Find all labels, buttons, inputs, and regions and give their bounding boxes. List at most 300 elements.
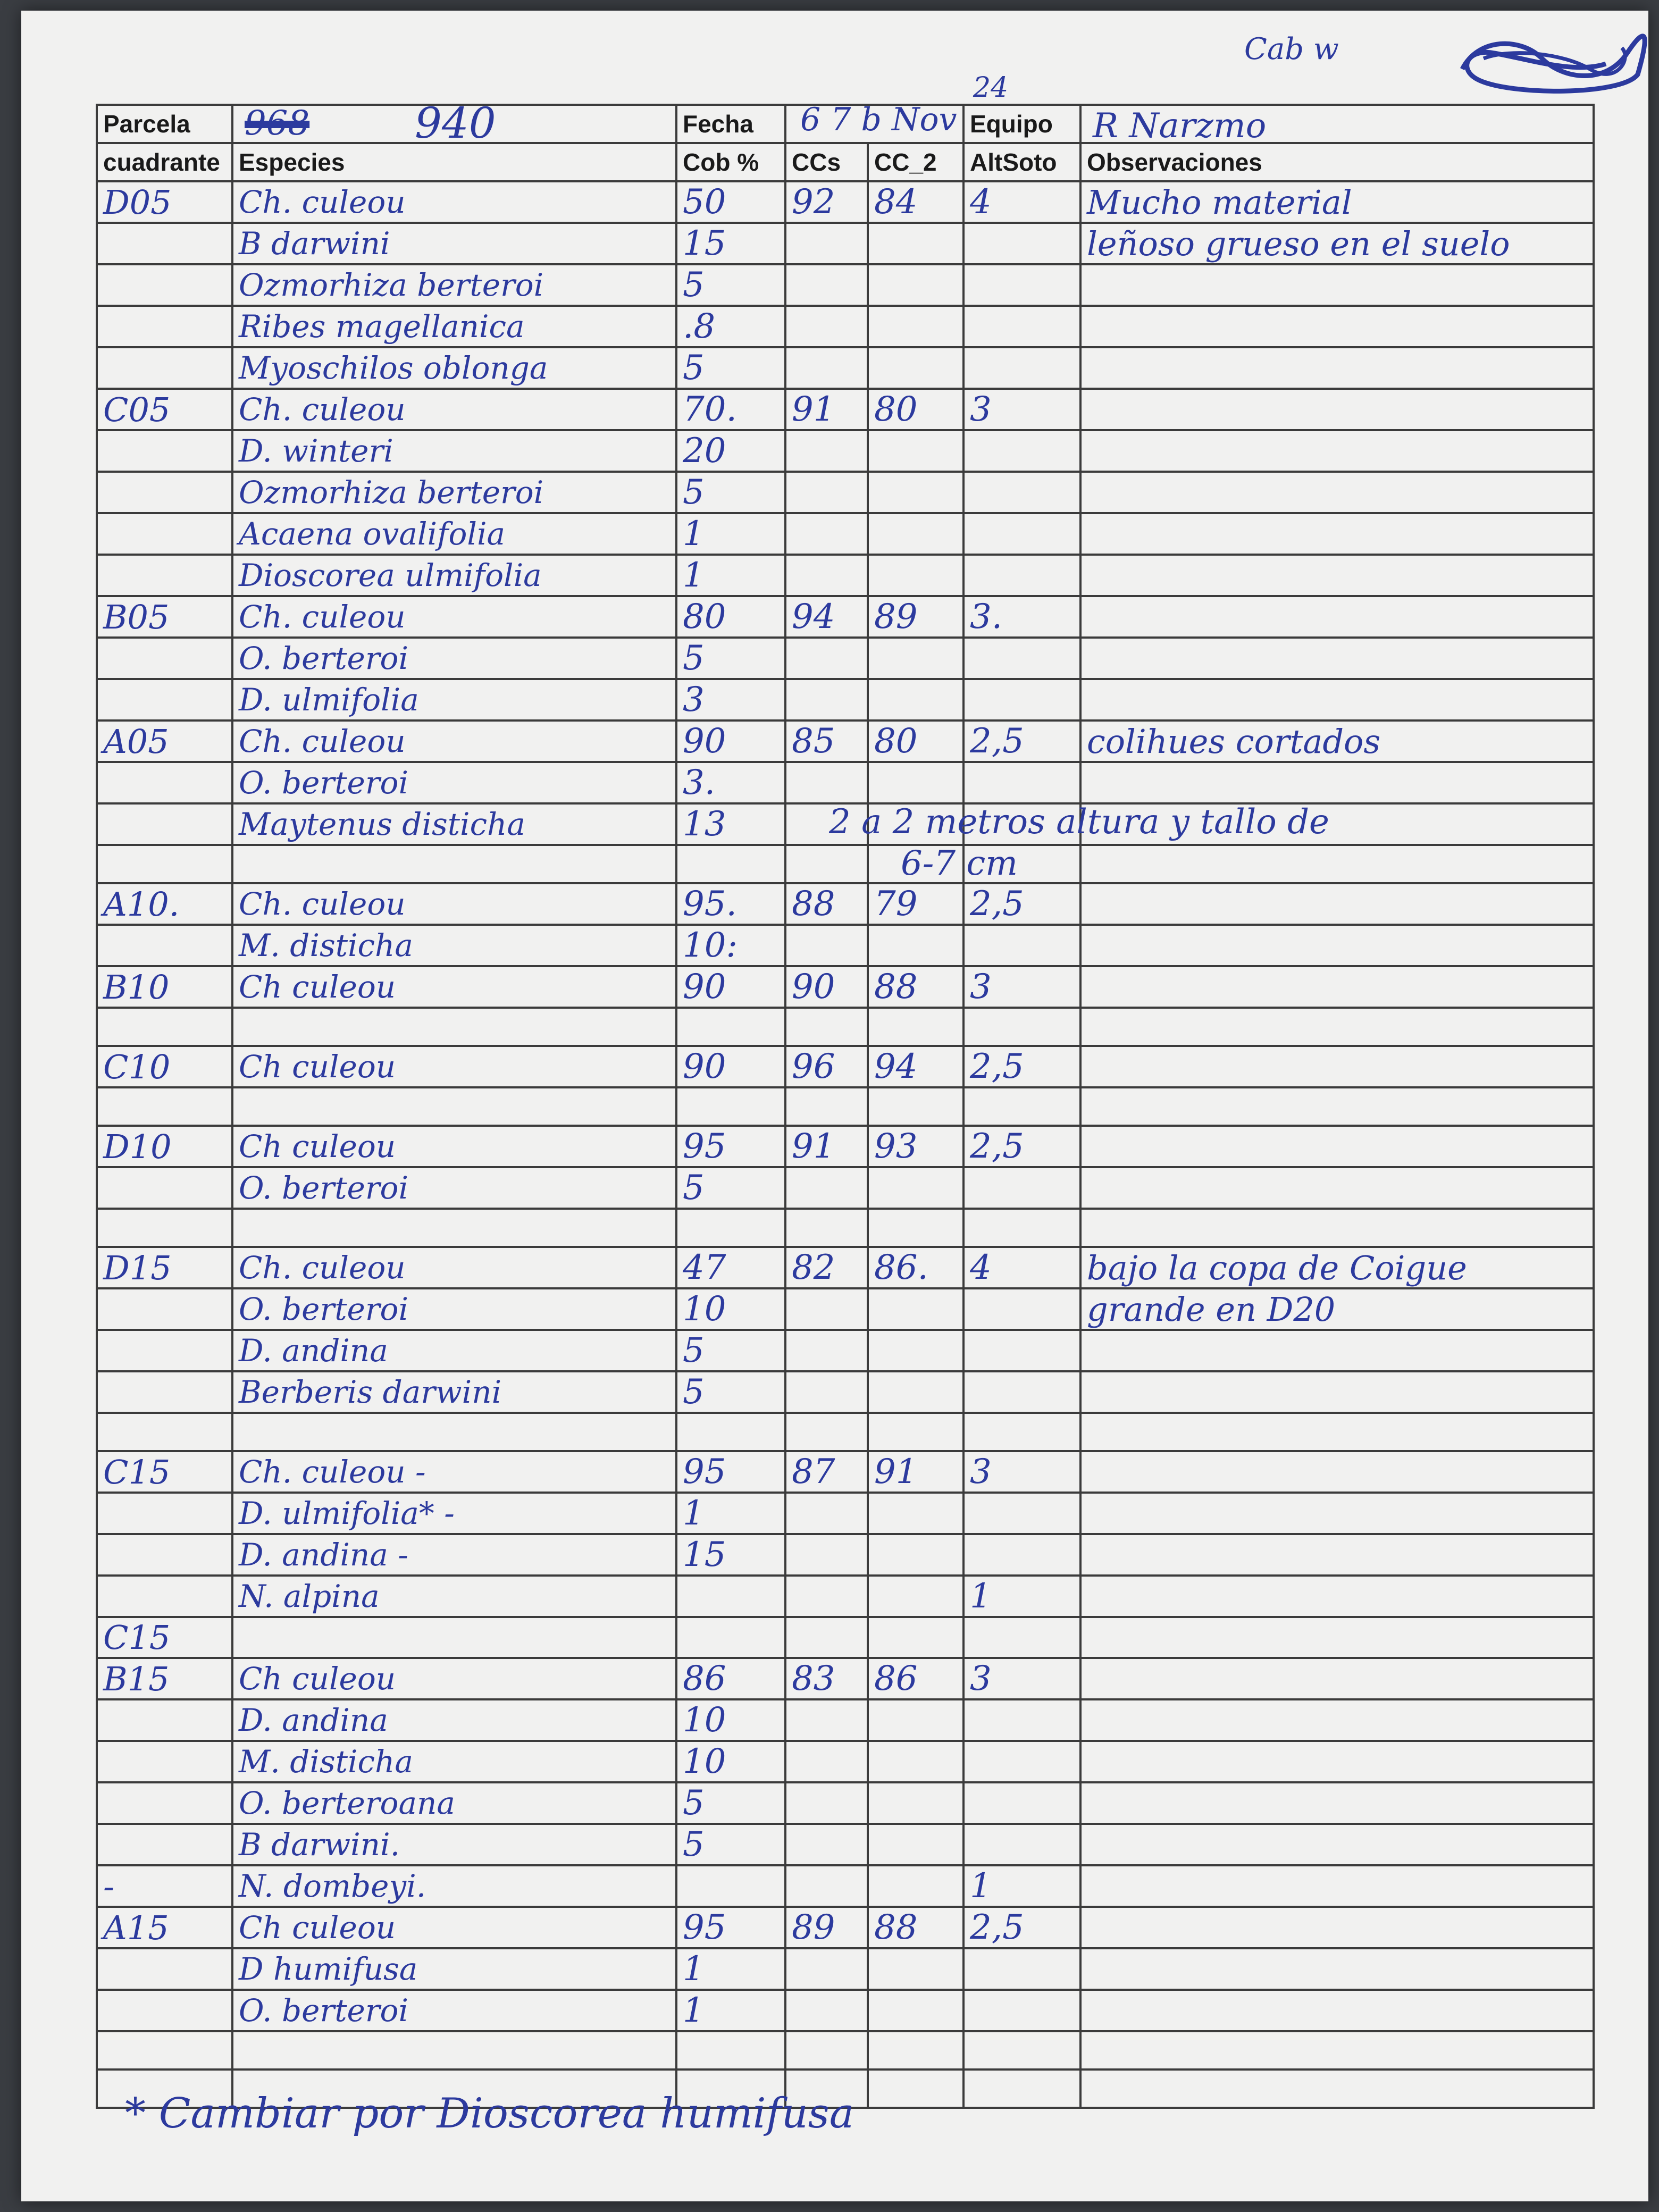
table-row	[97, 1990, 1594, 2031]
cc2-cell	[868, 472, 963, 513]
cob-cell	[676, 181, 785, 223]
cuadrante-cell	[97, 966, 232, 1008]
observation-cell	[1080, 1126, 1594, 1167]
altsoto-cell-text: 2,5	[970, 1908, 1024, 1947]
cuadrante-cell	[97, 720, 232, 762]
height-note-cont: 6-7 cm	[901, 844, 1018, 883]
observation-cell	[1080, 1865, 1594, 1907]
cc2-cell	[868, 1865, 963, 1907]
cuadrante-cell	[97, 883, 232, 925]
table-row	[97, 845, 1594, 883]
cob-cell-text: 5	[683, 265, 705, 305]
species-cell-text: Myoschilos oblonga	[239, 350, 548, 386]
altsoto-cell-text: 1	[970, 1866, 992, 1906]
cob-cell-text: 5	[683, 348, 705, 388]
altsoto-cell	[963, 1413, 1080, 1451]
species-cell-text: Acaena ovalifolia	[239, 516, 506, 552]
cuadrante-cell	[97, 596, 232, 638]
ccs-cell	[785, 596, 868, 638]
ccs-cell	[785, 1741, 868, 1782]
cob-cell	[676, 264, 785, 306]
cob-cell-text: 3.	[683, 763, 716, 802]
table-row	[97, 555, 1594, 596]
ccs-cell	[785, 1865, 868, 1907]
altsoto-cell	[963, 1658, 1080, 1699]
cuadrante-cell	[97, 1046, 232, 1087]
ccs-cell	[785, 1451, 868, 1493]
cc2-cell	[868, 1126, 963, 1167]
altsoto-cell-text: 3.	[970, 597, 1003, 636]
cuadrante-cell	[97, 1371, 232, 1413]
cob-cell-text: 10	[683, 1289, 726, 1329]
cc2-cell	[868, 1948, 963, 1990]
observation-cell	[1080, 430, 1594, 472]
ccs-cell	[785, 762, 868, 803]
table-row	[97, 1493, 1594, 1534]
cc2-cell	[868, 181, 963, 223]
header-fecha: Fecha	[676, 105, 785, 143]
ccs-cell	[785, 844, 1018, 883]
observation-cell	[1080, 1330, 1594, 1371]
observation-cell	[1080, 513, 1594, 555]
table-row	[97, 2031, 1594, 2069]
cuadrante-cell	[97, 555, 232, 596]
cc2-cell-text: 79	[874, 884, 918, 924]
altsoto-cell	[963, 1451, 1080, 1493]
cc2-cell	[868, 1167, 963, 1209]
cob-cell-text: 90	[683, 967, 726, 1007]
species-cell	[232, 555, 676, 596]
observation-cell	[1080, 1167, 1594, 1209]
cob-cell	[676, 1658, 785, 1699]
ccs-cell-text: 94	[792, 597, 835, 636]
species-cell	[232, 638, 676, 679]
species-cell-text: Ozmorhiza berteroi	[239, 474, 544, 510]
observation-cell-text: leñoso grueso en el suelo	[1087, 224, 1510, 263]
ccs-cell-text: 91	[792, 390, 835, 429]
altsoto-cell	[963, 181, 1080, 223]
table-row	[97, 883, 1594, 925]
ccs-cell	[785, 1247, 868, 1288]
table-row	[97, 1948, 1594, 1990]
plot-number-struck: 968	[245, 104, 310, 143]
cob-cell-text: 5	[683, 1372, 705, 1412]
header-ccs: CCs	[785, 143, 868, 181]
table-row	[97, 1534, 1594, 1576]
species-cell	[232, 513, 676, 555]
species-cell	[232, 306, 676, 347]
cc2-cell	[868, 720, 963, 762]
altsoto-cell-text: 3	[970, 1452, 992, 1492]
observation-cell	[1080, 1907, 1594, 1948]
species-cell	[232, 1576, 676, 1617]
altsoto-cell-text: 2,5	[970, 1047, 1024, 1086]
altsoto-cell	[963, 1330, 1080, 1371]
ccs-cell	[785, 1330, 868, 1371]
cob-cell	[676, 1087, 785, 1126]
cc2-cell-text: 80	[874, 390, 918, 429]
altsoto-cell	[963, 1288, 1080, 1330]
altsoto-cell	[963, 1907, 1080, 1948]
altsoto-cell	[963, 1824, 1080, 1865]
species-cell	[232, 1371, 676, 1413]
cuadrante-cell	[97, 1824, 232, 1865]
altsoto-cell	[963, 1493, 1080, 1534]
cob-cell	[676, 1782, 785, 1824]
ccs-cell	[785, 264, 868, 306]
date-year: 24	[973, 72, 1009, 104]
cuadrante-cell	[97, 306, 232, 347]
species-cell-text: Ch. culeou -	[239, 1454, 426, 1490]
altsoto-cell	[963, 2069, 1080, 2108]
species-cell-text: Berberis darwini	[239, 1374, 502, 1410]
cc2-cell	[868, 883, 963, 925]
observation-cell	[1080, 347, 1594, 389]
altsoto-cell	[963, 1371, 1080, 1413]
cuadrante-cell	[97, 1167, 232, 1209]
altsoto-cell	[963, 679, 1080, 720]
altsoto-cell	[963, 347, 1080, 389]
cc2-cell-text: 80	[874, 722, 918, 761]
ccs-cell	[785, 223, 868, 264]
altsoto-cell	[963, 223, 1080, 264]
cc2-cell-text: 94	[874, 1047, 918, 1086]
altsoto-cell-text: 2,5	[970, 722, 1024, 761]
observation-cell	[1080, 1948, 1594, 1990]
altsoto-cell	[963, 1167, 1080, 1209]
species-cell	[232, 1087, 676, 1126]
cuadrante-cell-text: B05	[103, 597, 170, 636]
cc2-cell	[868, 762, 963, 803]
cob-cell	[676, 596, 785, 638]
altsoto-cell	[963, 1126, 1080, 1167]
species-cell-text: O. berteroi	[239, 765, 409, 801]
cob-cell	[676, 513, 785, 555]
observation-cell	[1080, 1413, 1594, 1451]
species-cell-text: O. berteroi	[239, 1992, 409, 2029]
species-cell	[232, 347, 676, 389]
species-cell	[232, 1167, 676, 1209]
species-cell-text: D. andina	[239, 1333, 388, 1369]
ccs-cell-text: 92	[792, 182, 835, 222]
observation-cell	[1080, 925, 1594, 966]
cob-cell	[676, 1493, 785, 1534]
species-cell-text: O. berteroana	[239, 1785, 455, 1821]
cob-cell	[676, 720, 785, 762]
header-cob: Cob %	[676, 143, 785, 181]
cob-cell-text: 5	[683, 473, 705, 512]
cob-cell-text: 50	[683, 182, 726, 222]
species-cell-text: Ch. culeou	[239, 599, 406, 635]
header-cc2: CC_2	[868, 143, 963, 181]
cc2-cell	[868, 925, 963, 966]
species-cell	[232, 1990, 676, 2031]
ccs-cell	[785, 1209, 868, 1247]
cc2-cell	[868, 555, 963, 596]
altsoto-cell	[963, 389, 1080, 430]
cc2-cell	[868, 389, 963, 430]
species-cell	[232, 762, 676, 803]
species-cell	[232, 1782, 676, 1824]
data-table	[96, 104, 1593, 2109]
cob-cell	[676, 1741, 785, 1782]
cob-cell	[676, 1990, 785, 2031]
cuadrante-cell	[97, 1658, 232, 1699]
observation-cell	[1080, 883, 1594, 925]
cob-cell	[676, 430, 785, 472]
ccs-cell	[785, 1008, 868, 1046]
cuadrante-cell	[97, 347, 232, 389]
altsoto-cell	[963, 1782, 1080, 1824]
observation-cell	[1080, 1534, 1594, 1576]
cob-cell	[676, 1371, 785, 1413]
species-cell	[232, 1948, 676, 1990]
ccs-cell-text: 90	[792, 967, 835, 1007]
ccs-cell	[785, 513, 868, 555]
ccs-cell	[785, 430, 868, 472]
table-row	[97, 223, 1594, 264]
altsoto-cell	[963, 1008, 1080, 1046]
species-cell	[232, 389, 676, 430]
observation-cell	[1080, 223, 1594, 264]
cuadrante-cell-text: C10	[103, 1047, 171, 1086]
altsoto-cell-text: 1	[970, 1577, 992, 1616]
cc2-cell	[868, 1008, 963, 1046]
cuadrante-cell	[97, 513, 232, 555]
species-cell-text: Ch. culeou	[239, 184, 406, 220]
table-row	[97, 264, 1594, 306]
observation-cell	[1080, 389, 1594, 430]
cob-cell-text: 90	[683, 1047, 726, 1086]
cuadrante-cell	[97, 762, 232, 803]
cuadrante-cell	[97, 1699, 232, 1741]
scribble-mark	[1446, 27, 1659, 101]
cc2-cell	[868, 638, 963, 679]
species-cell	[232, 1824, 676, 1865]
observation-cell	[1080, 1247, 1594, 1288]
table-row	[97, 1126, 1594, 1167]
species-cell	[232, 223, 676, 264]
observation-cell	[1080, 1451, 1594, 1493]
cuadrante-cell	[97, 1451, 232, 1493]
table-row	[97, 1087, 1594, 1126]
cuadrante-cell	[97, 264, 232, 306]
altsoto-cell	[963, 762, 1080, 803]
cc2-cell	[868, 1451, 963, 1493]
species-cell	[232, 1046, 676, 1087]
species-cell-text: Ch. culeou	[239, 1250, 406, 1286]
ccs-cell	[785, 1413, 868, 1451]
ccs-cell	[785, 966, 868, 1008]
cob-cell	[676, 1126, 785, 1167]
cuadrante-cell	[97, 1865, 232, 1907]
altsoto-cell-text: 4	[970, 1248, 992, 1287]
cc2-cell	[868, 347, 963, 389]
cob-cell	[676, 1046, 785, 1087]
ccs-cell-text: 83	[792, 1659, 835, 1698]
cuadrante-cell	[97, 2031, 232, 2069]
altsoto-cell	[963, 1576, 1080, 1617]
cob-cell-text: 13	[683, 805, 726, 844]
ccs-cell	[785, 1371, 868, 1413]
species-cell-text: Ch culeou	[239, 1661, 396, 1697]
cuadrante-cell	[97, 1990, 232, 2031]
altsoto-cell	[963, 1948, 1080, 1990]
cob-cell	[676, 1534, 785, 1576]
cob-cell-text: 86	[683, 1659, 726, 1698]
observation-cell	[1080, 306, 1594, 347]
observation-cell	[1080, 1046, 1594, 1087]
observation-cell-text: bajo la copa de Coigue	[1087, 1248, 1467, 1287]
observation-cell	[1080, 1990, 1594, 2031]
species-cell-text: Ch culeou	[239, 969, 396, 1005]
table-row	[97, 1617, 1594, 1658]
species-cell-text: O. berteroi	[239, 640, 409, 676]
cc2-cell	[868, 1493, 963, 1534]
cob-cell	[676, 966, 785, 1008]
table-row	[97, 1658, 1594, 1699]
cob-cell	[676, 389, 785, 430]
cc2-cell	[868, 596, 963, 638]
altsoto-cell-text: 3	[970, 1659, 992, 1698]
cob-cell-text: 1	[683, 1991, 705, 2030]
species-cell	[232, 1534, 676, 1576]
table-row	[97, 1824, 1594, 1865]
altsoto-cell	[963, 1741, 1080, 1782]
table-row	[97, 638, 1594, 679]
species-cell	[232, 1741, 676, 1782]
cuadrante-cell	[97, 1087, 232, 1126]
cob-cell	[676, 347, 785, 389]
table-row	[97, 762, 1594, 803]
species-cell-text: Ch culeou	[239, 1049, 396, 1085]
species-cell	[232, 1451, 676, 1493]
cuadrante-cell-text: B10	[103, 967, 170, 1007]
cob-cell-text: 5	[683, 639, 705, 678]
ccs-cell	[785, 1907, 868, 1948]
species-cell	[232, 1413, 676, 1451]
cob-cell	[676, 1247, 785, 1288]
cuadrante-cell	[97, 181, 232, 223]
header-especies: Especies	[232, 143, 676, 181]
species-cell-text: Maytenus disticha	[239, 806, 525, 842]
observation-cell	[1080, 472, 1594, 513]
cob-cell	[676, 1209, 785, 1247]
observation-cell	[1080, 181, 1594, 223]
cob-cell	[676, 1824, 785, 1865]
table-row	[97, 1576, 1594, 1617]
cob-cell	[676, 1865, 785, 1907]
cob-cell-text: .8	[683, 307, 716, 346]
cc2-cell	[868, 1990, 963, 2031]
altsoto-cell	[963, 883, 1080, 925]
cob-cell	[676, 1576, 785, 1617]
cob-cell-text: 95	[683, 1452, 726, 1492]
cuadrante-cell-text: A15	[103, 1908, 169, 1947]
table-row	[97, 1451, 1594, 1493]
table-row	[97, 1782, 1594, 1824]
cuadrante-cell	[97, 430, 232, 472]
observation-cell-text: grande en D20	[1087, 1289, 1336, 1329]
cob-cell-text: 1	[683, 1949, 705, 1989]
species-cell	[232, 720, 676, 762]
cuadrante-cell	[97, 1948, 232, 1990]
cob-cell	[676, 1907, 785, 1948]
cc2-cell-text: 93	[874, 1127, 918, 1166]
species-cell-text: D. winteri	[239, 433, 393, 469]
cob-cell	[676, 1699, 785, 1741]
table-row	[97, 181, 1594, 223]
cuadrante-cell-text: B15	[103, 1659, 170, 1698]
cob-cell	[676, 762, 785, 803]
species-cell	[232, 472, 676, 513]
ccs-cell	[785, 720, 868, 762]
header-equipo: Equipo	[963, 105, 1080, 143]
table-row	[97, 1907, 1594, 1948]
observation-cell	[1080, 1576, 1594, 1617]
cc2-cell-text: 86	[874, 1659, 918, 1698]
observation-cell	[1080, 1493, 1594, 1534]
species-cell-text: D humifusa	[239, 1951, 418, 1987]
ccs-cell	[785, 1288, 868, 1330]
ccs-cell	[785, 472, 868, 513]
ccs-cell	[785, 1046, 868, 1087]
cob-cell	[676, 1167, 785, 1209]
height-note: 2 a 2 metros altura y tallo de	[829, 802, 1329, 842]
table-row	[97, 925, 1594, 966]
cob-cell-text: 5	[683, 1825, 705, 1864]
cuadrante-cell-text: D10	[103, 1127, 172, 1166]
altsoto-cell-text: 4	[970, 182, 992, 222]
altsoto-cell	[963, 1990, 1080, 2031]
altsoto-cell	[963, 472, 1080, 513]
table-row	[97, 306, 1594, 347]
table-row	[97, 513, 1594, 555]
altsoto-cell	[963, 264, 1080, 306]
ccs-cell	[785, 1576, 868, 1617]
ccs-cell	[785, 802, 1329, 845]
cuadrante-cell	[97, 1008, 232, 1046]
altsoto-cell	[963, 555, 1080, 596]
altsoto-cell	[963, 2031, 1080, 2069]
species-cell	[232, 1126, 676, 1167]
species-cell	[232, 679, 676, 720]
species-cell-text: D. ulmifolia* -	[239, 1495, 455, 1531]
cuadrante-cell	[97, 1126, 232, 1167]
cc2-cell	[868, 1413, 963, 1451]
species-cell-text: Ch. culeou	[239, 391, 406, 428]
cob-cell	[676, 883, 785, 925]
altsoto-cell-text: 2,5	[970, 884, 1024, 924]
cuadrante-cell-text: -	[103, 1866, 114, 1906]
cc2-cell	[868, 1534, 963, 1576]
cob-cell-text: 70.	[683, 390, 737, 429]
field-sheet	[21, 11, 1648, 2201]
altsoto-cell	[963, 925, 1080, 966]
cob-cell	[676, 1288, 785, 1330]
species-cell-text: N. dombeyi.	[239, 1868, 426, 1904]
ccs-cell	[785, 347, 868, 389]
observation-cell	[1080, 1782, 1594, 1824]
species-cell-text: M. disticha	[239, 927, 413, 963]
cuadrante-cell-text: D05	[103, 182, 172, 222]
cuadrante-cell	[97, 1413, 232, 1451]
top-scribble: Cab w	[1244, 32, 1339, 66]
observation-cell	[1080, 679, 1594, 720]
species-cell-text: B darwini.	[239, 1826, 400, 1863]
cob-cell	[676, 306, 785, 347]
observation-cell	[1080, 596, 1594, 638]
